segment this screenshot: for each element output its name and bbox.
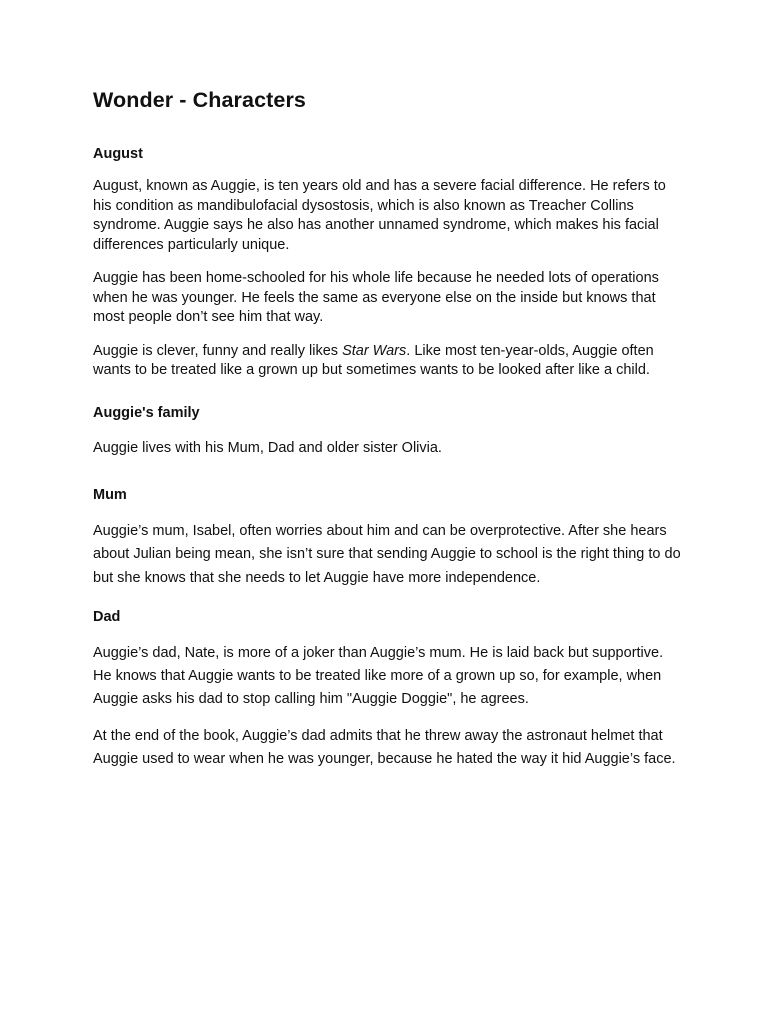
document-title: Wonder - Characters (93, 88, 306, 112)
august-paragraph-1: August, known as Auggie, is ten years old and has a severe facial difference. He refers to his condition as mandibulofacial dysostosis, which is also known as Treacher Collins syndrome. Auggie says he also has another unnamed syndrome, which makes his facial differences particularly unique. (93, 178, 666, 253)
august-paragraph-3-end: . Like most ten-year-olds, Auggie often wants to be treated like a grown up but sometimes wants to be looked after like a child. (93, 342, 654, 378)
family-heading: Auggie's family (93, 404, 200, 421)
family-paragraph-1: Auggie lives with his Mum, Dad and older sister Olivia. (93, 439, 442, 456)
august-paragraph-3-start: Auggie is clever, funny and really likes (93, 342, 343, 359)
mum-paragraph-1: Auggie’s mum, Isabel, often worries about him and can be overprotective. After she hears about Julian being mean, she isn’t sure that sending Auggie to school is the right thing to do but she knows that she needs to let Auggie have more independence. (93, 523, 681, 586)
mum-heading: Mum (93, 487, 127, 503)
august-paragraph-2: Auggie has been home-schooled for his whole life because he needed lots of operations when he was younger. He feels the same as everyone else on the inside but knows that most people don’t see him that way. (93, 270, 659, 325)
star-wars-title: Star Wars (342, 342, 407, 359)
dad-heading: Dad (93, 608, 121, 625)
dad-paragraph-1: Auggie’s dad, Nate, is more of a joker than Auggie’s mum. He is laid back but supportive. He knows that Auggie wants to be treated like more of a grown up so, for example, when Auggie asks his dad to stop calling him "Auggie Doggie", he agrees. (93, 644, 664, 708)
august-heading: August (93, 146, 143, 162)
document-page (93, 86, 683, 771)
august-paragraph-3 (93, 342, 683, 381)
dad-paragraph-2: At the end of the book, Auggie’s dad admits that he threw away the astronaut helmet that Auggie used to wear when he was younger, because he hated the way it hid Auggie’s face. (93, 727, 676, 768)
